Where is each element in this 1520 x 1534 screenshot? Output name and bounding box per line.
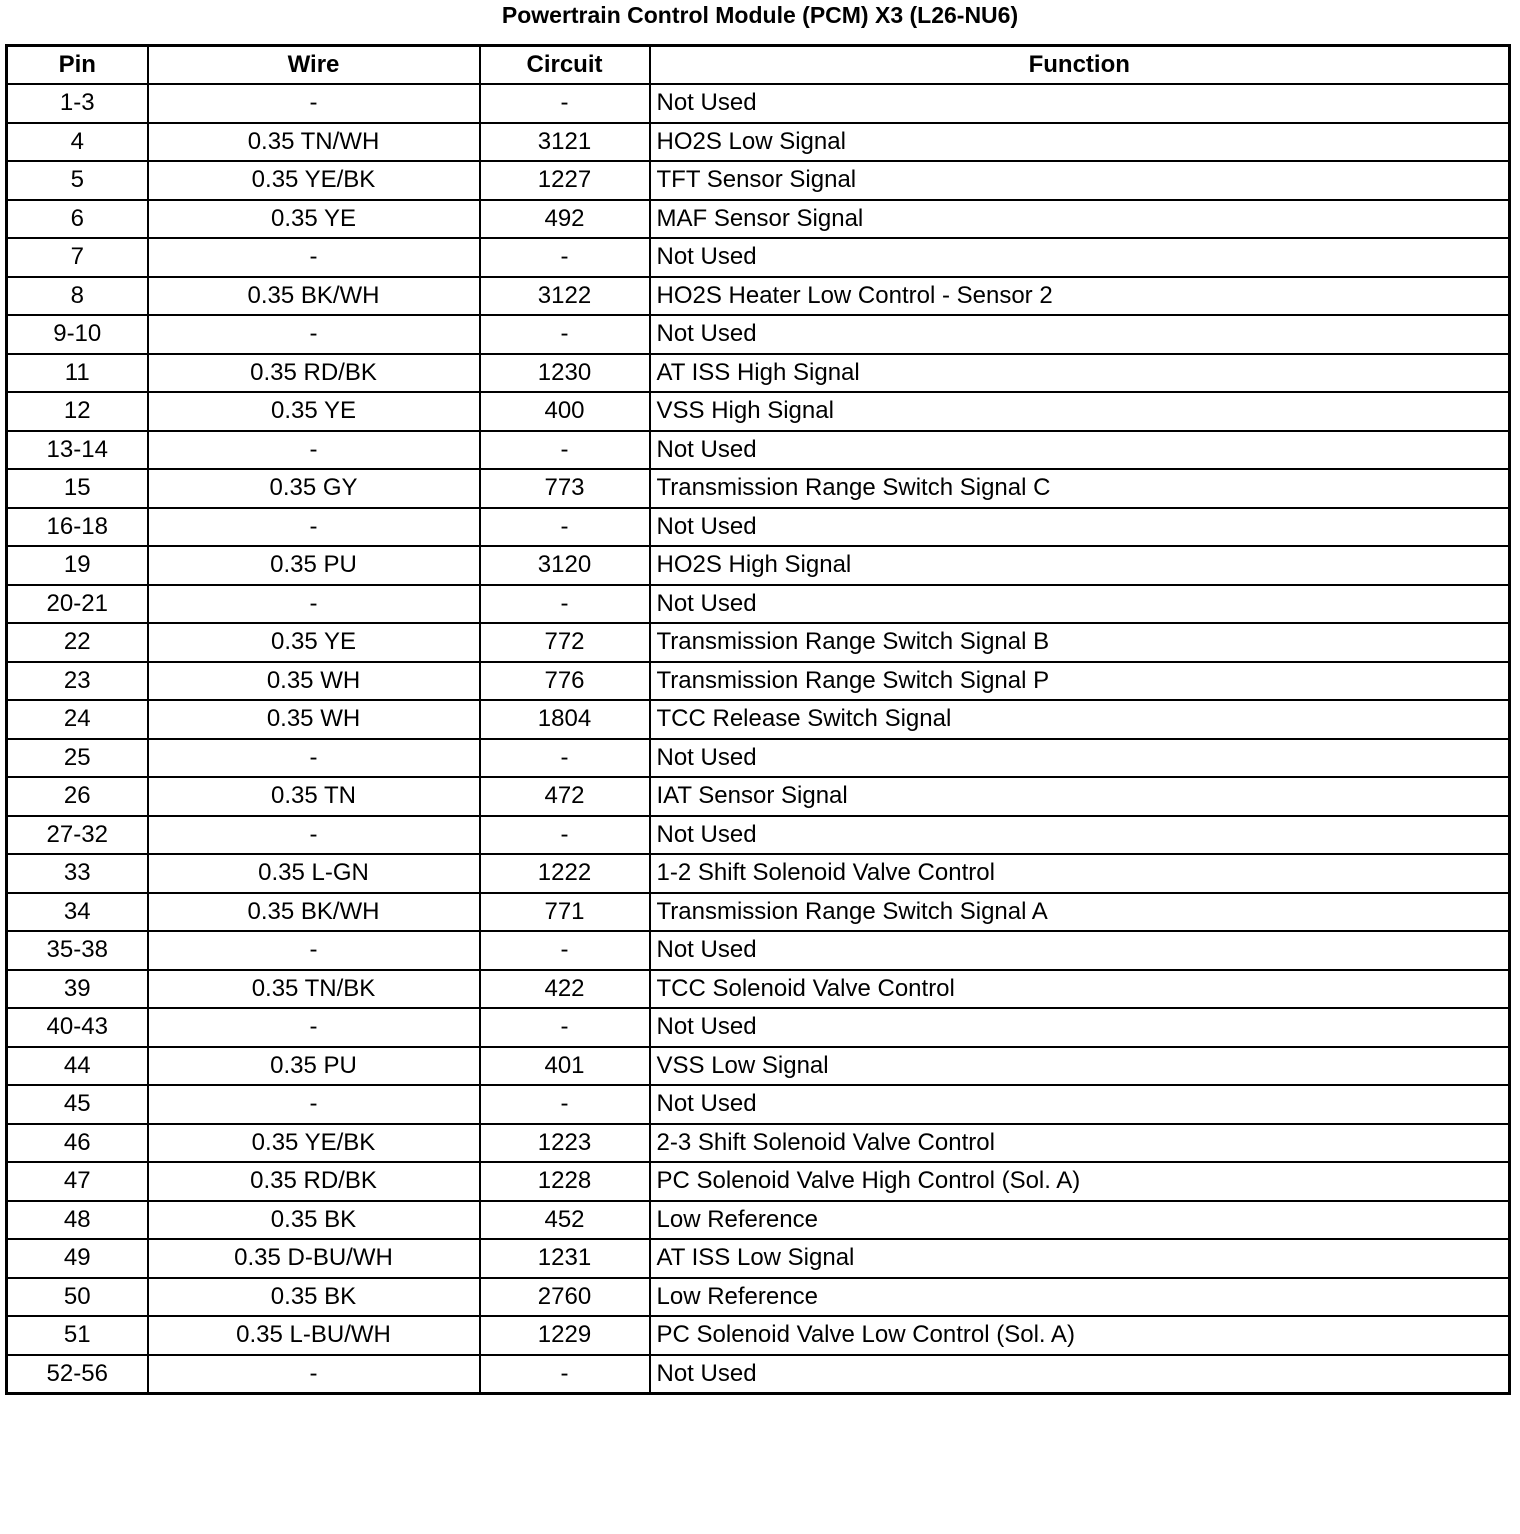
wire-cell: - [148, 739, 480, 778]
function-cell: Transmission Range Switch Signal C [650, 469, 1510, 508]
table-row [7, 469, 1510, 508]
circuit-cell: 452 [480, 1201, 650, 1240]
wire-cell: 0.35 YE [148, 623, 480, 662]
function-cell: VSS High Signal [650, 392, 1510, 431]
wire-cell: - [148, 315, 480, 354]
function-cell: Low Reference [650, 1278, 1510, 1317]
function-cell: Not Used [650, 931, 1510, 970]
circuit-cell: - [480, 816, 650, 855]
circuit-cell: 1231 [480, 1239, 650, 1278]
function-cell: Not Used [650, 84, 1510, 123]
table-row [7, 1008, 1510, 1047]
pin-cell: 25 [7, 739, 148, 778]
table-row [7, 893, 1510, 932]
wire-cell: - [148, 508, 480, 547]
circuit-cell: - [480, 739, 650, 778]
wire-cell: - [148, 238, 480, 277]
table-row [7, 315, 1510, 354]
wire-cell: 0.35 TN/WH [148, 123, 480, 162]
function-cell: Not Used [650, 1008, 1510, 1047]
table-row [7, 1124, 1510, 1163]
table-row [7, 931, 1510, 970]
function-cell: HO2S Heater Low Control - Sensor 2 [650, 277, 1510, 316]
function-cell: AT ISS Low Signal [650, 1239, 1510, 1278]
function-cell: PC Solenoid Valve High Control (Sol. A) [650, 1162, 1510, 1201]
function-cell: 2-3 Shift Solenoid Valve Control [650, 1124, 1510, 1163]
pin-cell: 49 [7, 1239, 148, 1278]
circuit-cell: - [480, 431, 650, 470]
wire-cell: 0.35 TN [148, 777, 480, 816]
pin-cell: 52-56 [7, 1355, 148, 1394]
wire-cell: 0.35 GY [148, 469, 480, 508]
wire-cell: 0.35 PU [148, 1047, 480, 1086]
table-row [7, 777, 1510, 816]
wire-cell: 0.35 YE/BK [148, 161, 480, 200]
table-row [7, 854, 1510, 893]
function-cell: Not Used [650, 431, 1510, 470]
table-row [7, 816, 1510, 855]
circuit-cell: 1223 [480, 1124, 650, 1163]
wire-cell: 0.35 WH [148, 662, 480, 701]
pin-cell: 26 [7, 777, 148, 816]
pin-cell: 7 [7, 238, 148, 277]
circuit-cell: 1229 [480, 1316, 650, 1355]
table-header-row [7, 46, 1510, 85]
wire-cell: - [148, 1355, 480, 1394]
page-title: Powertrain Control Module (PCM) X3 (L26-NU6) [501, 2, 1019, 28]
wire-cell: 0.35 BK/WH [148, 277, 480, 316]
circuit-cell: - [480, 1085, 650, 1124]
table-row [7, 508, 1510, 547]
circuit-cell: - [480, 508, 650, 547]
function-cell: Transmission Range Switch Signal B [650, 623, 1510, 662]
circuit-cell: 472 [480, 777, 650, 816]
pin-cell: 40-43 [7, 1008, 148, 1047]
wire-cell: 0.35 RD/BK [148, 1162, 480, 1201]
table-row [7, 277, 1510, 316]
function-cell: HO2S Low Signal [650, 123, 1510, 162]
column-header-wire: Wire [148, 46, 480, 85]
pin-cell: 1-3 [7, 84, 148, 123]
pinout-table [5, 44, 1511, 1395]
circuit-cell: 422 [480, 970, 650, 1009]
table-row [7, 1239, 1510, 1278]
column-header-pin: Pin [7, 46, 148, 85]
circuit-cell: 3121 [480, 123, 650, 162]
pin-cell: 27-32 [7, 816, 148, 855]
wire-cell: - [148, 1085, 480, 1124]
wire-cell: 0.35 YE/BK [148, 1124, 480, 1163]
pin-cell: 39 [7, 970, 148, 1009]
wire-cell: 0.35 L-GN [148, 854, 480, 893]
pin-cell: 9-10 [7, 315, 148, 354]
wire-cell: 0.35 WH [148, 700, 480, 739]
function-cell: TFT Sensor Signal [650, 161, 1510, 200]
circuit-cell: 776 [480, 662, 650, 701]
table-row [7, 1085, 1510, 1124]
wire-cell: - [148, 84, 480, 123]
pin-cell: 13-14 [7, 431, 148, 470]
table-row [7, 392, 1510, 431]
table-row [7, 1047, 1510, 1086]
pin-cell: 45 [7, 1085, 148, 1124]
wire-cell: 0.35 BK/WH [148, 893, 480, 932]
function-cell: Not Used [650, 739, 1510, 778]
circuit-cell: - [480, 315, 650, 354]
table-body [7, 84, 1510, 1393]
circuit-cell: 772 [480, 623, 650, 662]
pin-cell: 4 [7, 123, 148, 162]
function-cell: Transmission Range Switch Signal A [650, 893, 1510, 932]
wire-cell: - [148, 931, 480, 970]
function-cell: HO2S High Signal [650, 546, 1510, 585]
pin-cell: 50 [7, 1278, 148, 1317]
circuit-cell: - [480, 238, 650, 277]
wire-cell: 0.35 TN/BK [148, 970, 480, 1009]
circuit-cell: 1228 [480, 1162, 650, 1201]
wire-cell: 0.35 YE [148, 392, 480, 431]
circuit-cell: - [480, 1008, 650, 1047]
function-cell: Not Used [650, 1085, 1510, 1124]
pin-cell: 6 [7, 200, 148, 239]
table-row [7, 585, 1510, 624]
pin-cell: 46 [7, 1124, 148, 1163]
table-row [7, 546, 1510, 585]
circuit-cell: 1230 [480, 354, 650, 393]
table-row [7, 84, 1510, 123]
table-row [7, 1316, 1510, 1355]
table-row [7, 739, 1510, 778]
pin-cell: 33 [7, 854, 148, 893]
column-header-function: Function [650, 46, 1510, 85]
wire-cell: 0.35 RD/BK [148, 354, 480, 393]
table-row [7, 662, 1510, 701]
table-row [7, 970, 1510, 1009]
table-row [7, 431, 1510, 470]
function-cell: TCC Release Switch Signal [650, 700, 1510, 739]
pin-cell: 22 [7, 623, 148, 662]
function-cell: VSS Low Signal [650, 1047, 1510, 1086]
circuit-cell: 3122 [480, 277, 650, 316]
table-row [7, 354, 1510, 393]
wire-cell: 0.35 BK [148, 1278, 480, 1317]
function-cell: TCC Solenoid Valve Control [650, 970, 1510, 1009]
pin-cell: 34 [7, 893, 148, 932]
circuit-cell: 771 [480, 893, 650, 932]
table-row [7, 623, 1510, 662]
circuit-cell: 3120 [480, 546, 650, 585]
function-cell: AT ISS High Signal [650, 354, 1510, 393]
table-row [7, 700, 1510, 739]
circuit-cell: 773 [480, 469, 650, 508]
circuit-cell: 1804 [480, 700, 650, 739]
wire-cell: 0.35 YE [148, 200, 480, 239]
pin-cell: 12 [7, 392, 148, 431]
pin-cell: 23 [7, 662, 148, 701]
function-cell: IAT Sensor Signal [650, 777, 1510, 816]
pin-cell: 44 [7, 1047, 148, 1086]
table-row [7, 1162, 1510, 1201]
pin-cell: 48 [7, 1201, 148, 1240]
wire-cell: - [148, 585, 480, 624]
pin-cell: 11 [7, 354, 148, 393]
wire-cell: 0.35 PU [148, 546, 480, 585]
pin-cell: 5 [7, 161, 148, 200]
circuit-cell: - [480, 84, 650, 123]
table-row [7, 161, 1510, 200]
table-row [7, 1201, 1510, 1240]
function-cell: Not Used [650, 508, 1510, 547]
table-row [7, 200, 1510, 239]
function-cell: Not Used [650, 238, 1510, 277]
table-row [7, 123, 1510, 162]
function-cell: Not Used [650, 315, 1510, 354]
circuit-cell: 492 [480, 200, 650, 239]
circuit-cell: 1222 [480, 854, 650, 893]
table-row [7, 1278, 1510, 1317]
pin-cell: 51 [7, 1316, 148, 1355]
circuit-cell: 400 [480, 392, 650, 431]
wire-cell: 0.35 BK [148, 1201, 480, 1240]
pin-cell: 16-18 [7, 508, 148, 547]
circuit-cell: 1227 [480, 161, 650, 200]
pin-cell: 20-21 [7, 585, 148, 624]
table-row [7, 238, 1510, 277]
wire-cell: 0.35 D-BU/WH [148, 1239, 480, 1278]
table-row [7, 1355, 1510, 1394]
pin-cell: 47 [7, 1162, 148, 1201]
pin-cell: 35-38 [7, 931, 148, 970]
wire-cell: - [148, 816, 480, 855]
function-cell: PC Solenoid Valve Low Control (Sol. A) [650, 1316, 1510, 1355]
function-cell: Not Used [650, 816, 1510, 855]
function-cell: MAF Sensor Signal [650, 200, 1510, 239]
function-cell: Not Used [650, 1355, 1510, 1394]
circuit-cell: - [480, 1355, 650, 1394]
circuit-cell: 2760 [480, 1278, 650, 1317]
function-cell: 1-2 Shift Solenoid Valve Control [650, 854, 1510, 893]
pin-cell: 19 [7, 546, 148, 585]
function-cell: Transmission Range Switch Signal P [650, 662, 1510, 701]
pin-cell: 8 [7, 277, 148, 316]
function-cell: Low Reference [650, 1201, 1510, 1240]
circuit-cell: - [480, 931, 650, 970]
pin-cell: 15 [7, 469, 148, 508]
circuit-cell: - [480, 585, 650, 624]
circuit-cell: 401 [480, 1047, 650, 1086]
wire-cell: - [148, 431, 480, 470]
pin-cell: 24 [7, 700, 148, 739]
column-header-circuit: Circuit [480, 46, 650, 85]
function-cell: Not Used [650, 585, 1510, 624]
wire-cell: 0.35 L-BU/WH [148, 1316, 480, 1355]
wire-cell: - [148, 1008, 480, 1047]
